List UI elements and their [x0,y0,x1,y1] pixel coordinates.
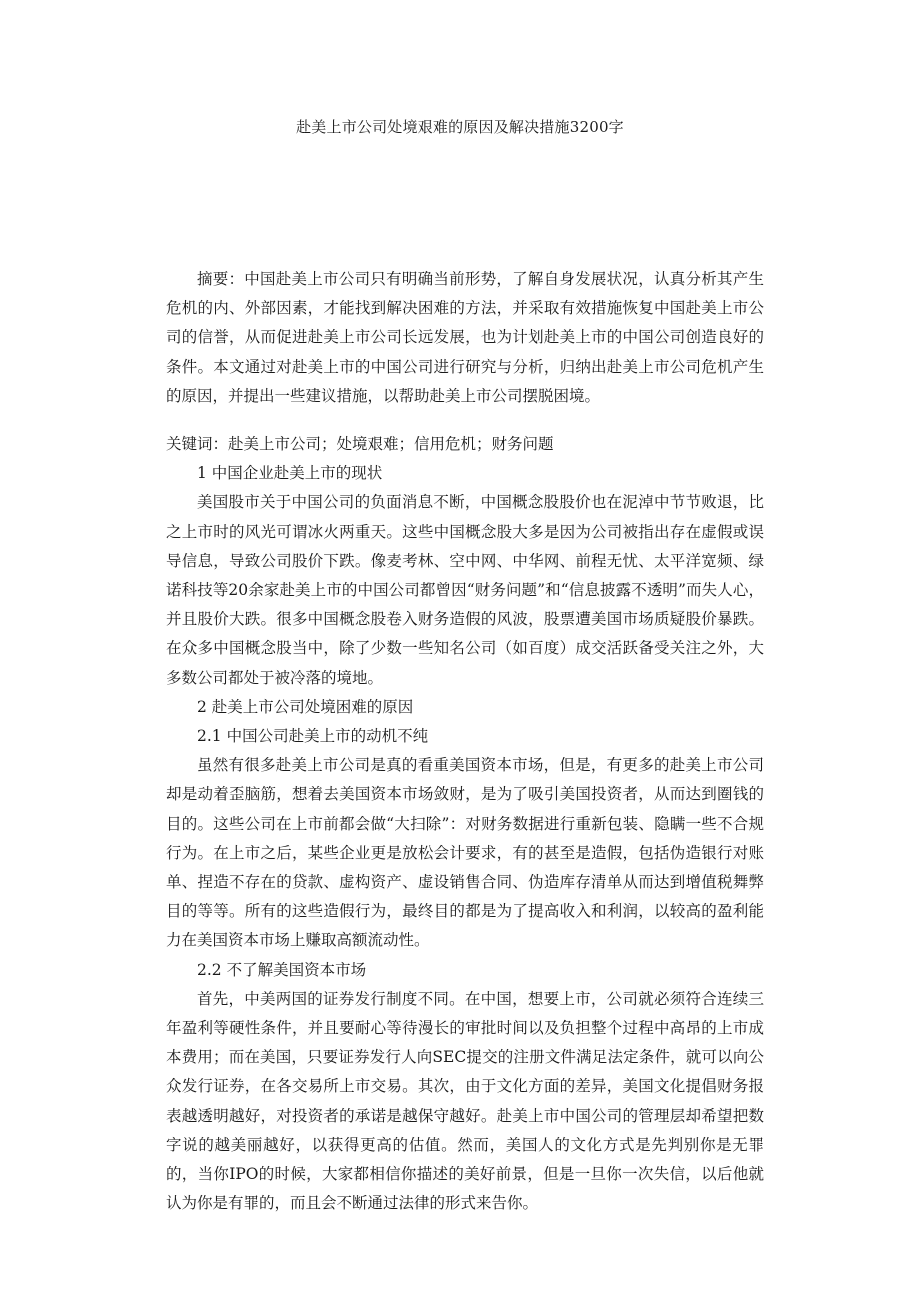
section-2-2-paragraph: 首先，中美两国的证券发行制度不同。在中国，想要上市，公司就必须符合连续三年盈利等硬性条件，并且要耐心等待漫长的审批时间以及负担整个过程中高昂的上市成本费用；而在美国，只要证券发行人向SEC提交的注册文件满足法定条件，就可以向公众发行证券，在各交易所上市交易。其次，由于文化方面的差异，美国文化提倡财务报表越透明越好，对投资者的承诺是越保守越好。赴美上市中国公司的管理层却希望把数字说的越美丽越好，以获得更高的估值。然而，美国人的文化方式是先判别你是无罪的，当你IPO的时候，大家都相信你描述的美好前景，但是一旦你一次失信，以后他就认为你是有罪的，而且会不断通过法律的形式来告你。 [166,989,764,1213]
section-2-1-paragraph: 虽然有很多赴美上市公司是真的看重美国资本市场，但是，有更多的赴美上市公司却是动着歪脑筋，想着去美国资本市场敛财，是为了吸引美国投资者，从而达到圈钱的目的。这些公司在上市前都会做“大扫除”：对财务数据进行重新包装、隐瞒一些不合规行为。在上市之后，某些企业更是放松会计要求，有的甚至是造假，包括伪造银行对账单、捏造不存在的贷款、虚构资产、虚设销售合同、伪造库存清单从而达到增值税舞弊目的等等。所有的这些造假行为，最终目的都是为了提高收入和利润，以较高的盈利能力在美国资本市场上赚取高额流动性。 [166,756,764,950]
main-content [166,430,764,1218]
section-1-heading: 1 中国企业赴美上市的现状 [197,464,383,483]
section-2-1-heading: 2.1 中国公司赴美上市的动机不纯 [197,727,429,746]
section-2-heading: 2 赴美上市公司处境困难的原因 [197,697,414,716]
section-1-paragraph: 美国股市关于中国公司的负面消息不断，中国概念股股价也在泥淖中节节败退，比之上市时的风光可谓冰火两重天。这些中国概念股大多是因为公司被指出存在虚假或误导信息，导致公司股价下跌。像麦考林、空中网、中华网、前程无忧、太平洋宽频、绿诺科技等20余家赴美上市的中国公司都曾因“财务问题”和“信息披露不透明”而失人心，并且股价大跌。很多中国概念股卷入财务造假的风波，股票遭美国市场质疑股价暴跌。在众多中国概念股当中，除了少数一些知名公司（如百度）成交活跃备受关注之外，大多数公司都处于被冷落的境地。 [166,493,764,687]
section-2-2-heading: 2.2 不了解美国资本市场 [197,960,367,979]
abstract-paragraph: 摘要：中国赴美上市公司只有明确当前形势，了解自身发展状况，认真分析其产生危机的内、外部因素，才能找到解决困难的方法，并采取有效措施恢复中国赴美上市公司的信誉，从而促进赴美上市公司长远发展，也为计划赴美上市的中国公司创造良好的条件。本文通过对赴美上市的中国公司进行研究与分析，归纳出赴美上市公司危机产生的原因，并提出一些建议措施，以帮助赴美上市公司摆脱困境。 [166,270,764,405]
keywords-line: 关键词：赴美上市公司；处境艰难；信用危机；财务问题 [166,435,554,453]
document-title: 赴美上市公司处境艰难的原因及解决措施3200字 [296,118,624,136]
abstract-section [166,265,764,411]
